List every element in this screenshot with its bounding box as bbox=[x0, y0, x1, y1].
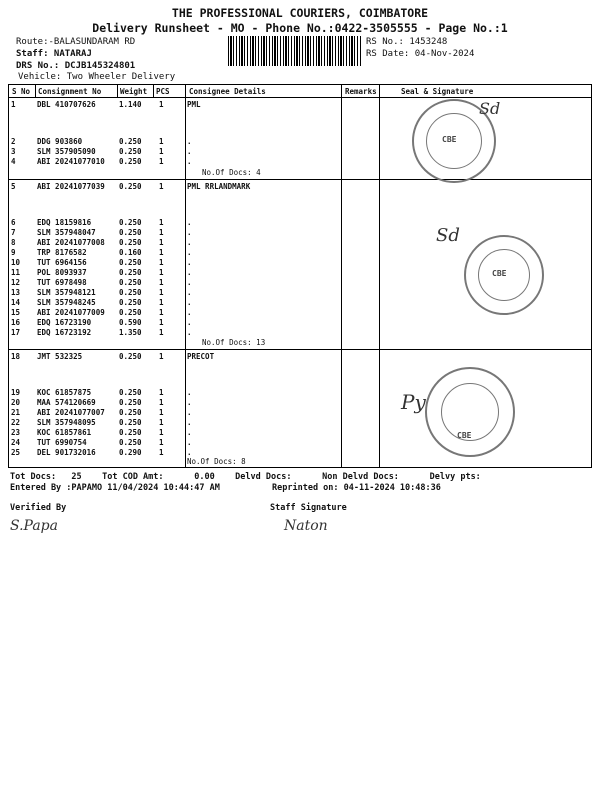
col-divider bbox=[153, 85, 154, 97]
company-seal: CBE bbox=[425, 367, 515, 457]
col-divider bbox=[341, 85, 342, 467]
col-consignment: Consignment No bbox=[38, 87, 102, 96]
drs-number: DRS No.: DCJB145324801 bbox=[16, 61, 136, 71]
totals-line: Tot Docs: 25 Tot COD Amt: 0.00 Delvd Docs: Non Delvd Docs: Delvy pts: bbox=[10, 472, 481, 482]
col-divider bbox=[379, 85, 380, 467]
runsheet-title: Delivery Runsheet - MO - Phone No.:0422-3505555 - Page No.:1 bbox=[92, 21, 508, 35]
runsheet-table: S No Consignment No Weight PCS Consignee Details Remarks Seal & Signature 1 DBL 410707626 1.140 1 PML 2 DDG 903860 0.250 1 . 3 SLM 357905090 0.250 1 . 4 ABI 20241077010 0.250 1 . No.Of Docs: 4 CBE Sd 5 ABI 20241077039 0.250 1 PML RRLANDMARK 6 EDQ 18159816 0.250 1 . 7 SLM 357948047 0.250 1 . 8 ABI 20241077008 0.250 1 . 9 TRP 8176582 0.160 1 . 10 TUT 6964156 0.250 1 . 11 POL 8093937 0.250 1 . 12 TUT 6978498 0.250 1 . 13 SLM 357948121 0.250 1 . 14 SLM 357948245 0.250 1 . 15 ABI 20241077009 0.250 1 . 16 EDQ 16723190 0.590 1 . 17 EDQ 16723192 1.350 1 . No.Of Docs: 13 CBE Sd 18 JMT 532325 0.250 1 PRECOT 19 KOC 61857875 0.250 1 . 20 MAA 574120669 0.250 1 . 21 ABI 20241077007 0.250 1 . 22 SLM 357948095 0.250 1 . 23 KOC 61857861 0.250 1 . 24 TUT 6990754 0.250 1 . 25 DEL 901732016 0.290 1 . No.Of Docs: 8 CBE Py bbox=[8, 84, 592, 468]
col-consignee: Consignee Details bbox=[189, 87, 266, 96]
receiver-signature: Py bbox=[401, 390, 426, 414]
consignee-name: PML bbox=[187, 100, 201, 109]
col-sno: S No bbox=[12, 87, 31, 96]
consignee-name: PRECOT bbox=[187, 352, 215, 361]
company-title: THE PROFESSIONAL COURIERS, COIMBATORE bbox=[171, 6, 429, 20]
col-divider bbox=[35, 85, 36, 97]
group-rule bbox=[9, 349, 591, 350]
no-of-docs: No.Of Docs: 13 bbox=[202, 338, 266, 347]
consignee-name: PML RRLANDMARK bbox=[187, 182, 251, 191]
staff-signature: Naton bbox=[284, 518, 328, 534]
col-seal: Seal & Signature bbox=[401, 87, 474, 96]
col-remarks: Remarks bbox=[345, 87, 377, 96]
header-rule bbox=[9, 97, 591, 98]
group-rule bbox=[9, 179, 591, 180]
no-of-docs: No.Of Docs: 4 bbox=[202, 168, 261, 177]
col-divider bbox=[117, 85, 118, 97]
col-weight: Weight bbox=[120, 87, 148, 96]
route: Route:-BALASUNDARAM RD bbox=[16, 37, 136, 47]
verifier-signature: S.Papa bbox=[10, 518, 58, 534]
rs-date: RS Date: 04-Nov-2024 bbox=[366, 49, 475, 59]
staff: Staff: NATARAJ bbox=[16, 49, 92, 59]
receiver-signature: Sd bbox=[479, 99, 501, 118]
rs-number: RS No.: 1453248 bbox=[366, 37, 448, 47]
reprinted-on: Reprinted on: 04-11-2024 10:48:36 bbox=[272, 483, 441, 493]
barcode bbox=[228, 36, 362, 66]
entered-by: Entered By :PAPAMO 11/04/2024 10:44:47 AM bbox=[10, 483, 220, 493]
col-pcs: PCS bbox=[156, 87, 170, 96]
receiver-signature: Sd bbox=[436, 225, 460, 246]
company-seal: CBE bbox=[412, 99, 496, 183]
no-of-docs: No.Of Docs: 8 bbox=[187, 457, 246, 466]
verified-by-label: Verified By bbox=[10, 503, 67, 513]
col-divider bbox=[185, 85, 186, 467]
staff-signature-label: Staff Signature bbox=[270, 503, 347, 513]
company-seal: CBE bbox=[464, 235, 544, 315]
vehicle: Vehicle: Two Wheeler Delivery bbox=[18, 72, 176, 82]
